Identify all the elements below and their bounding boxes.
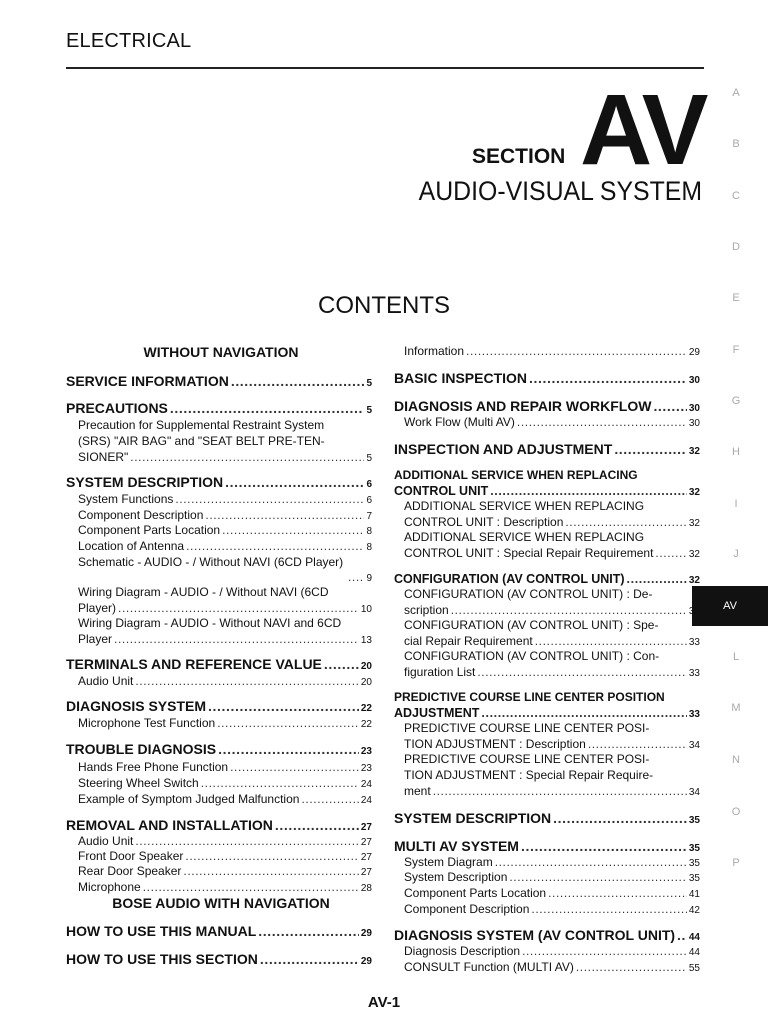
toc-entry[interactable]: System Functions ..... 6: [78, 492, 372, 506]
toc-entry[interactable]: Component Parts Location ..... 41: [404, 886, 700, 900]
toc-entry[interactable]: Steering Wheel Switch ..... 24: [78, 776, 372, 790]
index-letter-active[interactable]: AV: [692, 586, 768, 626]
index-letter[interactable]: D: [732, 241, 740, 253]
toc-entry[interactable]: Microphone ..... 28: [78, 880, 372, 894]
index-letter[interactable]: M: [731, 702, 741, 714]
toc-entry[interactable]: Diagnosis Description ..... 44: [404, 944, 700, 958]
toc-entry[interactable]: Front Door Speaker ..... 27: [78, 849, 372, 863]
toc-line: ADDITIONAL SERVICE WHEN REPLACING: [404, 499, 645, 513]
toc-entry[interactable]: System Description ..... 35: [404, 870, 700, 884]
toc-entry[interactable]: BASIC INSPECTION ..... 30: [394, 370, 700, 386]
index-letter[interactable]: N: [732, 754, 740, 766]
toc-entry[interactable]: Example of Symptom Judged Malfunction ..... 24: [78, 792, 372, 806]
toc-line: Schematic - AUDIO - / Without NAVI (6CD Player): [78, 555, 344, 569]
toc-entry[interactable]: Microphone Test Function ..... 22: [78, 716, 372, 730]
toc-line: CONFIGURATION (AV CONTROL UNIT) : Con-: [404, 649, 660, 663]
toc-entry[interactable]: Audio Unit ..... 27: [78, 834, 372, 848]
toc-line: PREDICTIVE COURSE LINE CENTER POSI-: [404, 752, 650, 766]
toc-entry[interactable]: SYSTEM DESCRIPTION ..... 6: [66, 474, 372, 490]
toc-entry[interactable]: Location of Antenna ..... 8: [78, 539, 372, 553]
toc-line: Wiring Diagram - AUDIO - / Without NAVI (6CD: [78, 585, 329, 599]
toc-entry[interactable]: Work Flow (Multi AV) ..... 30: [404, 415, 700, 429]
toc-entry[interactable]: CONSULT Function (MULTI AV) ..... 55: [404, 960, 700, 974]
index-letter[interactable]: O: [731, 806, 741, 818]
index-letter[interactable]: E: [732, 292, 740, 304]
toc-entry[interactable]: ADJUSTMENT ..... 33: [394, 706, 700, 720]
toc-line: ADDITIONAL SERVICE WHEN REPLACING: [394, 468, 638, 482]
toc-line: TION ADJUSTMENT : Special Repair Require-: [404, 768, 654, 782]
toc-entry[interactable]: TERMINALS AND REFERENCE VALUE ..... 20: [66, 656, 372, 672]
header-label: ELECTRICAL: [66, 30, 192, 52]
toc-entry[interactable]: ..... 9: [346, 570, 372, 584]
toc-line: ADDITIONAL SERVICE WHEN REPLACING: [404, 530, 645, 544]
toc-entry[interactable]: Information ..... 29: [404, 344, 700, 358]
toc-entry[interactable]: Player ..... 13: [78, 632, 372, 646]
toc-line: (SRS) "AIR BAG" and "SEAT BELT PRE-TEN-: [78, 434, 325, 448]
toc-entry[interactable]: Rear Door Speaker ..... 27: [78, 864, 372, 878]
toc-entry[interactable]: Component Description ..... 42: [404, 902, 700, 916]
page-number: AV-1: [367, 994, 401, 1011]
toc-entry[interactable]: SYSTEM DESCRIPTION ..... 35: [394, 810, 700, 826]
toc-line: PREDICTIVE COURSE LINE CENTER POSI-: [404, 721, 650, 735]
index-letter[interactable]: P: [732, 857, 740, 869]
side-index: [704, 0, 768, 1024]
toc-line: CONFIGURATION (AV CONTROL UNIT) : De-: [404, 587, 653, 601]
toc-entry[interactable]: DIAGNOSIS SYSTEM (AV CONTROL UNIT) ..... 44: [394, 927, 700, 943]
index-letter[interactable]: C: [732, 190, 740, 202]
index-letter[interactable]: L: [732, 651, 740, 663]
index-letter[interactable]: I: [734, 498, 738, 510]
index-letter[interactable]: H: [732, 446, 740, 458]
toc-entry[interactable]: Audio Unit ..... 20: [78, 674, 372, 688]
index-letter[interactable]: B: [732, 138, 740, 150]
toc-entry[interactable]: MULTI AV SYSTEM ..... 35: [394, 838, 700, 854]
header-rule: [66, 67, 704, 69]
toc-entry[interactable]: SERVICE INFORMATION ..... 5: [66, 373, 372, 389]
toc-entry[interactable]: CONTROL UNIT ..... 32: [394, 484, 700, 498]
toc-entry[interactable]: Component Parts Location ..... 8: [78, 523, 372, 537]
toc-entry[interactable]: CONTROL UNIT : Special Repair Requirement ..... 32: [404, 546, 700, 560]
group-heading: BOSE AUDIO WITH NAVIGATION: [112, 895, 330, 911]
toc-entry[interactable]: scription ..... 32: [404, 603, 700, 617]
toc-entry[interactable]: cial Repair Requirement ..... 33: [404, 634, 700, 648]
index-letter[interactable]: G: [731, 395, 741, 407]
toc-entry[interactable]: HOW TO USE THIS MANUAL ..... 29: [66, 923, 372, 939]
toc-entry[interactable]: TION ADJUSTMENT : Description ..... 34: [404, 737, 700, 751]
toc-line: Wiring Diagram - AUDIO - Without NAVI and 6CD: [78, 616, 342, 630]
group-heading: WITHOUT NAVIGATION: [143, 344, 299, 360]
toc-entry[interactable]: REMOVAL AND INSTALLATION ..... 27: [66, 817, 372, 833]
toc-line: Precaution for Supplemental Restraint System: [78, 418, 325, 432]
toc-line: CONFIGURATION (AV CONTROL UNIT) : Spe-: [404, 618, 659, 632]
toc-entry[interactable]: INSPECTION AND ADJUSTMENT ..... 32: [394, 441, 700, 457]
toc-entry[interactable]: SIONER" ..... 5: [78, 450, 372, 464]
section-code: AV: [580, 74, 706, 186]
toc-entry[interactable]: PRECAUTIONS ..... 5: [66, 400, 372, 416]
toc-entry[interactable]: ment ..... 34: [404, 784, 700, 798]
toc-entry[interactable]: DIAGNOSIS SYSTEM ..... 22: [66, 698, 372, 714]
toc-entry[interactable]: System Diagram ..... 35: [404, 855, 700, 869]
toc-entry[interactable]: Hands Free Phone Function ..... 23: [78, 760, 372, 774]
section-word: SECTION: [472, 145, 566, 168]
toc-line: PREDICTIVE COURSE LINE CENTER POSITION: [394, 690, 665, 704]
toc-entry[interactable]: Player) ..... 10: [78, 601, 372, 615]
index-letter[interactable]: A: [732, 87, 740, 99]
section-title: AUDIO-VISUAL SYSTEM: [418, 176, 702, 206]
contents-title: CONTENTS: [318, 292, 450, 319]
index-letter[interactable]: J: [733, 548, 739, 560]
toc-entry[interactable]: CONTROL UNIT : Description ..... 32: [404, 515, 700, 529]
toc-entry[interactable]: TROUBLE DIAGNOSIS ..... 23: [66, 741, 372, 757]
toc-entry[interactable]: HOW TO USE THIS SECTION ..... 29: [66, 951, 372, 967]
index-letter[interactable]: F: [732, 344, 740, 356]
toc-entry[interactable]: Component Description ..... 7: [78, 508, 372, 522]
toc-entry[interactable]: DIAGNOSIS AND REPAIR WORKFLOW ..... 30: [394, 398, 700, 414]
toc-entry[interactable]: figuration List ..... 33: [404, 665, 700, 679]
toc-entry[interactable]: CONFIGURATION (AV CONTROL UNIT) ..... 32: [394, 572, 700, 586]
